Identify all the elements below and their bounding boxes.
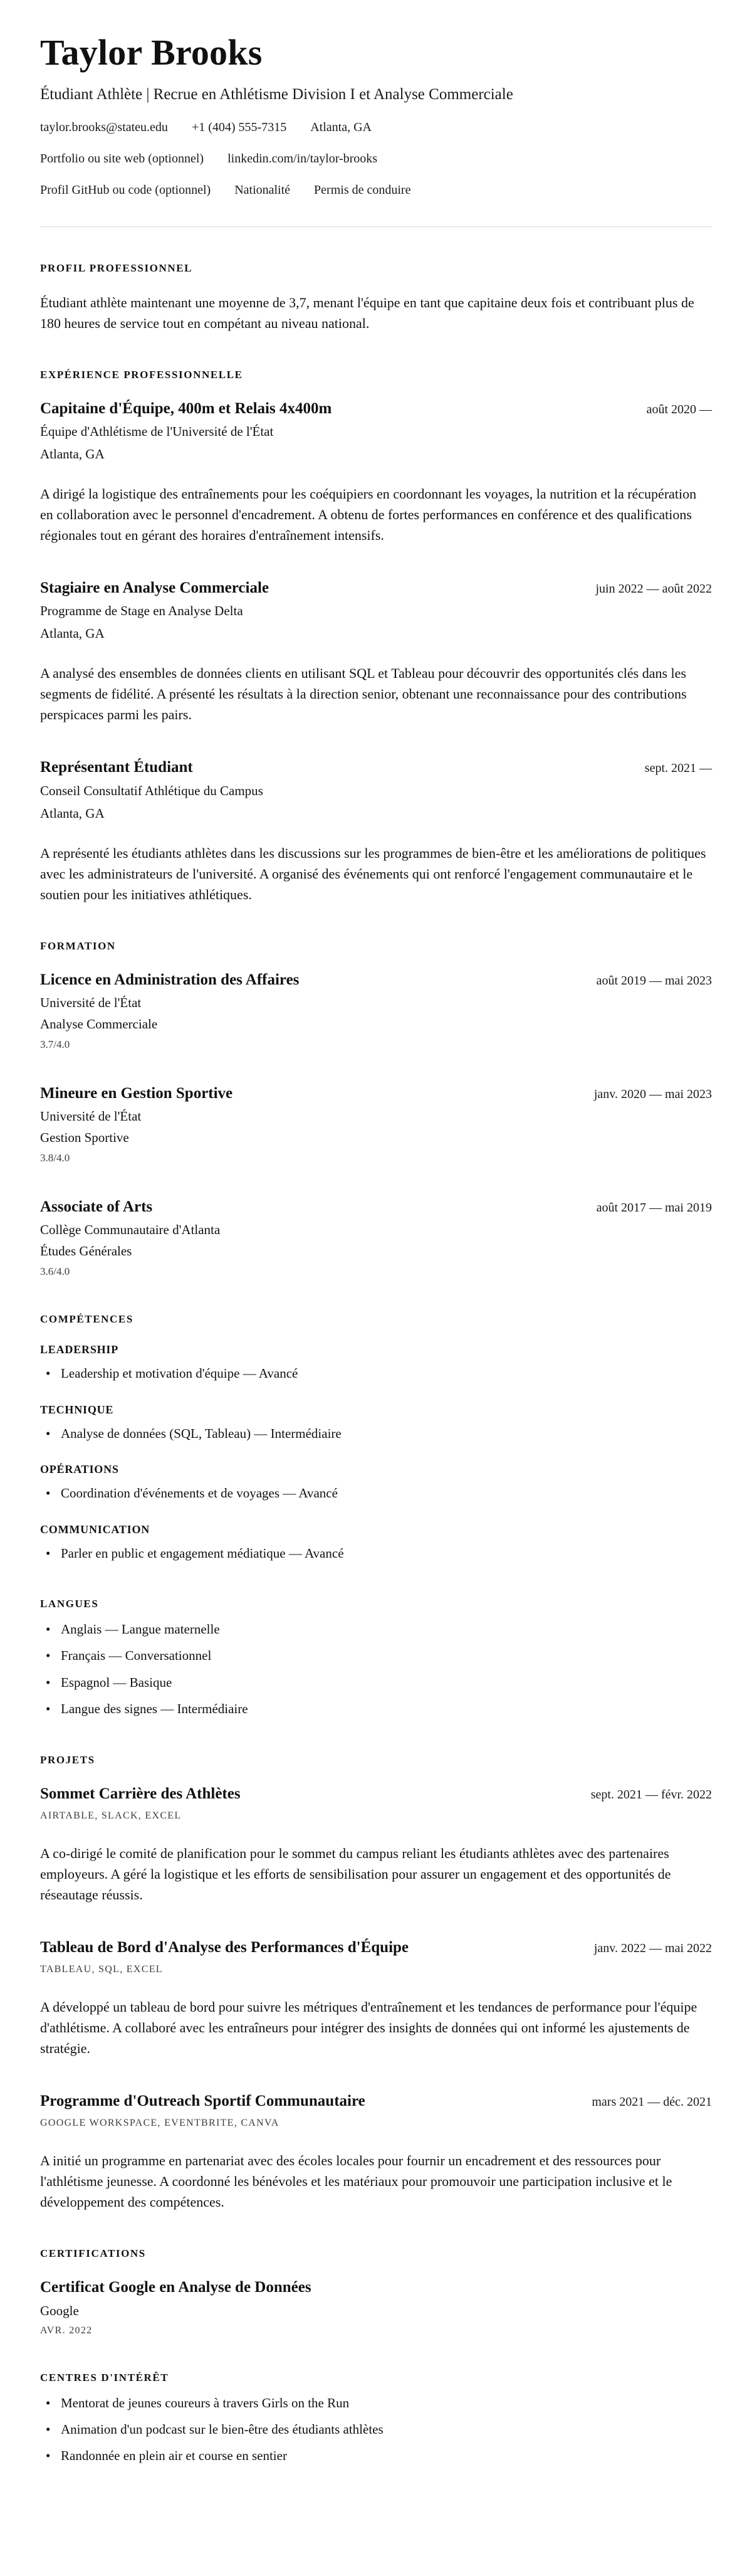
certifications-heading: CERTIFICATIONS — [40, 2247, 146, 2260]
languages-list — [40, 1620, 712, 1719]
experience-entry — [40, 399, 712, 546]
contact-phone: +1 (404) 555-7315 — [191, 120, 287, 134]
section-interests — [40, 2372, 712, 2466]
job-description: A dirigé la logistique des entraînements pour les coéquipiers en coordonnant les voyages, la nutrition et la récupération en collaboration avec le personnel d'encadrement. A obtenu de fortes performances en conférence et des qualifications régionales tout en gérant des horaires d'entraînement intensifs. — [40, 486, 697, 544]
school-name: Université de l'État — [40, 1109, 142, 1124]
language-item: • Anglais — Langue maternelle — [40, 1620, 712, 1639]
job-description: A représenté les étudiants athlètes dans les discussions sur les programmes de bien-être et les améliorations de politiques avec les administrateurs de l'université. A organisé des événements qui ont renforcé l'engagement communautaire et le soutien pour les initiatives athlétiques. — [40, 845, 706, 902]
contact-email: taylor.brooks@stateu.edu — [40, 120, 168, 134]
skill-category-label: COMMUNICATION — [40, 1523, 150, 1536]
education-entry — [40, 1197, 712, 1278]
skill-group-leadership — [40, 1343, 712, 1383]
school-name: Université de l'État — [40, 995, 142, 1010]
interests-heading: CENTRES D'INTÉRÊT — [40, 2371, 169, 2383]
certification-issuer: Google — [40, 2303, 79, 2318]
skill-item: • Analyse de données (SQL, Tableau) — Intermédiaire — [40, 1425, 712, 1443]
job-organization: Conseil Consultatif Athlétique du Campus — [40, 783, 263, 798]
skill-list — [40, 1544, 712, 1563]
job-location: Atlanta, GA — [40, 446, 105, 462]
entry-header-row — [40, 1197, 712, 1217]
contact-github: Profil GitHub ou code (optionnel) — [40, 182, 211, 197]
degree-dates: août 2017 — mai 2019 — [596, 1201, 712, 1215]
section-profile — [40, 262, 712, 334]
profile-heading: PROFIL PROFESSIONNEL — [40, 261, 193, 274]
education-entry — [40, 1084, 712, 1164]
skill-group-technical — [40, 1403, 712, 1443]
certification-date: AVR. 2022 — [40, 2325, 93, 2336]
experience-entry — [40, 757, 712, 904]
job-title: Représentant Étudiant — [40, 759, 193, 776]
school-name: Collège Communautaire d'Atlanta — [40, 1222, 221, 1238]
contact-row-primary — [40, 120, 712, 135]
job-dates: juin 2022 — août 2022 — [595, 582, 712, 596]
interests-list — [40, 2394, 712, 2466]
language-item: • Français — Conversationnel — [40, 1647, 712, 1665]
section-education — [40, 940, 712, 1279]
section-experience — [40, 369, 712, 905]
skill-group-communication — [40, 1523, 712, 1563]
skill-category-label: TECHNIQUE — [40, 1403, 114, 1416]
job-dates: août 2020 — — [646, 402, 712, 416]
skill-item: • Leadership et motivation d'équipe — Avancé — [40, 1365, 712, 1383]
gpa-value: 3.7/4.0 — [40, 1038, 70, 1050]
certification-title: Certificat Google en Analyse de Données — [40, 2279, 311, 2296]
entry-header-row — [40, 399, 712, 418]
study-field: Analyse Commerciale — [40, 1016, 158, 1032]
project-tools: GOOGLE WORKSPACE, EVENTBRITE, CANVA — [40, 2118, 279, 2129]
project-description: A développé un tableau de bord pour suivre les métriques d'entraînement et les tendances de performance pour l'équipe d'athlétisme. A collaboré avec les entraîneurs pour intégrer des insights de données qui ont informé les ajustements de stratégie. — [40, 1999, 697, 2057]
study-field: Gestion Sportive — [40, 1130, 129, 1146]
project-dates: janv. 2022 — mai 2022 — [593, 1941, 712, 1955]
project-tools: TABLEAU, SQL, EXCEL — [40, 1964, 163, 1975]
contact-linkedin: linkedin.com/in/taylor-brooks — [227, 151, 378, 166]
project-dates: sept. 2021 — févr. 2022 — [590, 1787, 712, 1802]
study-field: Études Générales — [40, 1243, 132, 1259]
degree-title: Licence en Administration des Affaires — [40, 971, 300, 988]
skill-list — [40, 1365, 712, 1383]
entry-header-row — [40, 2091, 712, 2111]
job-organization: Équipe d'Athlétisme de l'Université de l'État — [40, 424, 274, 440]
skill-category-label: OPÉRATIONS — [40, 1463, 119, 1476]
job-description: A analysé des ensembles de données clients en utilisant SQL et Tableau pour découvrir des opportunités clés dans les segments de fidélité. A présenté les résultats à la direction senior, obtenant une reconnaissance pour des contributions perspicaces parmi les pairs. — [40, 665, 687, 723]
job-location: Atlanta, GA — [40, 626, 105, 641]
project-dates: mars 2021 — déc. 2021 — [592, 2095, 712, 2109]
resume-header — [40, 33, 712, 198]
project-description: A co-dirigé le comité de planification pour le sommet du campus reliant les étudiants athlètes avec des partenaires employeurs. A géré la logistique et les efforts de sensibilisation pour assurer un engagement et des opportunités de réseautage réussis. — [40, 1845, 671, 1903]
project-title: Tableau de Bord d'Analyse des Performances d'Équipe — [40, 1938, 409, 1956]
degree-title: Associate of Arts — [40, 1198, 153, 1216]
skill-group-operations — [40, 1463, 712, 1502]
skills-heading: COMPÉTENCES — [40, 1313, 133, 1326]
section-skills — [40, 1313, 712, 1563]
skill-category-label: LEADERSHIP — [40, 1343, 119, 1356]
language-item: • Langue des signes — Intermédiaire — [40, 1700, 712, 1718]
entry-header-row — [40, 757, 712, 777]
entry-header-row — [40, 578, 712, 598]
interest-item: • Mentorat de jeunes coureurs à travers Girls on the Run — [40, 2394, 712, 2412]
job-title: Stagiaire en Analyse Commerciale — [40, 579, 269, 597]
contact-nationality: Nationalité — [234, 182, 291, 197]
entry-header-row — [40, 970, 712, 990]
contact-row-extra — [40, 183, 712, 198]
person-name: Taylor Brooks — [40, 32, 263, 73]
skill-list — [40, 1425, 712, 1443]
degree-dates: janv. 2020 — mai 2023 — [593, 1087, 712, 1101]
certification-entry — [40, 2278, 712, 2336]
interest-item: • Randonnée en plein air et course en sentier — [40, 2447, 712, 2465]
project-entry — [40, 2091, 712, 2212]
job-title: Capitaine d'Équipe, 400m et Relais 4x400m — [40, 399, 332, 417]
job-location: Atlanta, GA — [40, 805, 105, 821]
project-title: Sommet Carrière des Athlètes — [40, 1785, 241, 1802]
skill-list — [40, 1484, 712, 1502]
contact-portfolio: Portfolio ou site web (optionnel) — [40, 151, 204, 166]
job-organization: Programme de Stage en Analyse Delta — [40, 603, 243, 619]
header-divider — [40, 226, 712, 227]
contact-row-links — [40, 152, 712, 166]
project-title: Programme d'Outreach Sportif Communautaire — [40, 2093, 365, 2110]
project-tools: AIRTABLE, SLACK, EXCEL — [40, 1810, 182, 1821]
project-entry — [40, 1938, 712, 2059]
project-entry — [40, 1784, 712, 1905]
languages-heading: LANGUES — [40, 1598, 99, 1610]
entry-header-row — [40, 1938, 712, 1957]
experience-heading: EXPÉRIENCE PROFESSIONNELLE — [40, 368, 243, 381]
skill-item: • Parler en public et engagement médiatique — Avancé — [40, 1544, 712, 1563]
education-entry — [40, 970, 712, 1051]
gpa-value: 3.8/4.0 — [40, 1152, 70, 1164]
education-heading: FORMATION — [40, 939, 116, 952]
projects-heading: PROJETS — [40, 1753, 95, 1766]
degree-title: Mineure en Gestion Sportive — [40, 1084, 233, 1102]
entry-header-row — [40, 1084, 712, 1103]
section-projects — [40, 1754, 712, 2213]
contact-location: Atlanta, GA — [310, 120, 372, 134]
person-tagline: Étudiant Athlète | Recrue en Athlétisme Division I et Analyse Commerciale — [40, 85, 513, 103]
experience-entry — [40, 578, 712, 725]
degree-dates: août 2019 — mai 2023 — [596, 973, 712, 988]
profile-text: Étudiant athlète maintenant une moyenne de 3,7, menant l'équipe en tant que capitaine deux fois et contribuant plus de 180 heures de service tout en compétant au niveau national. — [40, 294, 694, 331]
project-description: A initié un programme en partenariat avec des écoles locales pour fournir un encadrement et des ressources pour l'athlétisme jeunesse. A coordonné les bénévoles et les matériaux pour promouvoir une participation inclusive et le développement des compétences. — [40, 2153, 672, 2210]
gpa-value: 3.6/4.0 — [40, 1265, 70, 1278]
section-languages — [40, 1598, 712, 1719]
skill-item: • Coordination d'événements et de voyages — Avancé — [40, 1484, 712, 1502]
entry-header-row — [40, 1784, 712, 1803]
contact-driving-license: Permis de conduire — [314, 182, 411, 197]
interest-item: • Animation d'un podcast sur le bien-être des étudiants athlètes — [40, 2420, 712, 2439]
section-certifications — [40, 2247, 712, 2336]
language-item: • Espagnol — Basique — [40, 1674, 712, 1692]
job-dates: sept. 2021 — — [644, 761, 712, 776]
